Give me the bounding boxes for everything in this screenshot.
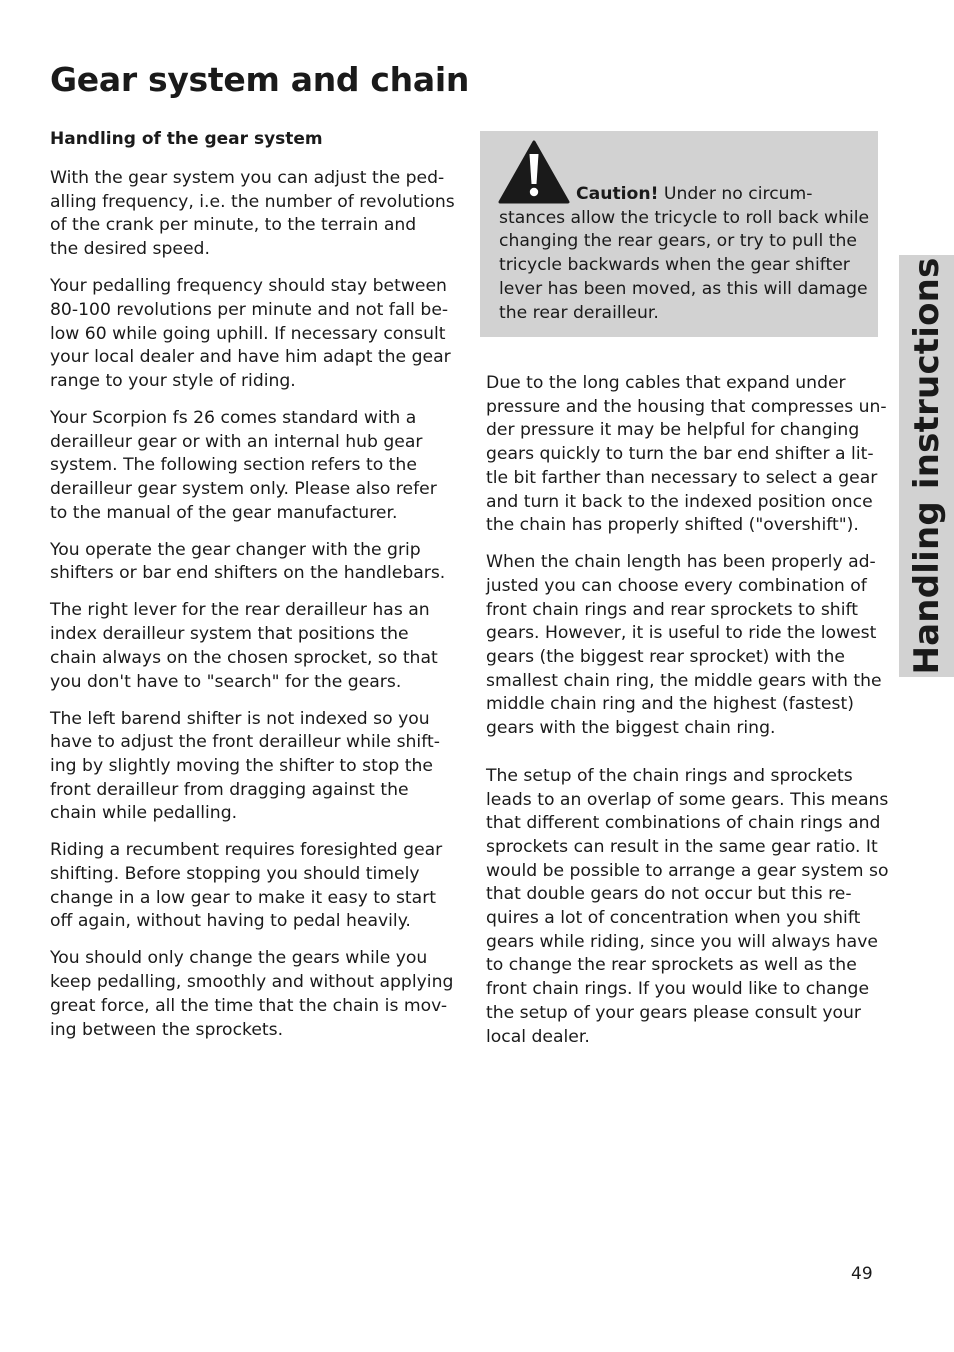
text-line: quires a lot of concentration when you shift — [486, 908, 861, 929]
paragraph — [50, 708, 450, 827]
side-tab-label: Handling instructions — [906, 257, 947, 675]
text-line: When the chain length has been properly ad- — [486, 552, 876, 573]
text-line: shifters or bar end shifters on the handlebars. — [50, 563, 446, 584]
text-line: justed you can choose every combination of — [486, 575, 867, 596]
text-line: shifting. Before stopping you should timely — [50, 864, 420, 885]
caution-label: Caution! — [576, 184, 659, 204]
paragraph — [50, 539, 450, 586]
text-line: of the crank per minute, to the terrain and — [50, 215, 417, 236]
text-line: to the manual of the gear manufacturer. — [50, 502, 398, 523]
text-line: chain while pedalling. — [50, 803, 238, 824]
text-line: change in a low gear to make it easy to start — [50, 887, 436, 908]
paragraph — [50, 947, 454, 1042]
text-line: Due to the long cables that expand under — [486, 373, 846, 393]
text-line: index derailleur system that positions the — [50, 624, 409, 645]
text-line: 80-100 revolutions per minute and not fall be- — [50, 299, 449, 320]
text-line: that double gears do not occur but this re- — [486, 884, 852, 905]
text-line: local dealer. — [486, 1026, 590, 1047]
caution-line: changing the rear gears, or try to pull the — [499, 231, 857, 252]
text-line: gears with the biggest chain ring. — [486, 718, 776, 739]
text-line: great force, all the time that the chain is mov- — [50, 995, 448, 1016]
text-line: The left barend shifter is not indexed so you — [50, 708, 430, 729]
text-line: You should only change the gears while you — [50, 948, 428, 969]
text-line: pressure and the housing that compresses un- — [486, 396, 887, 417]
text-line: the desired speed. — [50, 239, 210, 260]
paragraph — [50, 275, 450, 394]
text-line: the chain has properly shifted ("overshift"). — [486, 515, 859, 536]
caution-line: tricycle backwards when the gear shifter — [499, 255, 850, 276]
text-line: the setup of your gears please consult your — [486, 1002, 861, 1023]
text-line: derailleur gear system only. Please also refer — [50, 479, 437, 500]
text-line: Your pedalling frequency should stay between — [50, 276, 447, 297]
text-line: system. The following section refers to the — [50, 455, 417, 476]
text-line: have to adjust the front derailleur while shift- — [50, 732, 440, 753]
caution-box — [480, 131, 878, 337]
text-line: With the gear system you can adjust the ped- — [50, 168, 445, 188]
text-line: Your Scorpion fs 26 comes standard with a — [50, 407, 417, 428]
text-line: would be possible to arrange a gear system so — [486, 860, 889, 881]
text-line: you don't have to "search" for the gears. — [50, 671, 402, 692]
text-line: your local dealer and have him adapt the gear — [50, 347, 451, 368]
text-line: The setup of the chain rings and sprockets — [486, 765, 853, 786]
page-number: 49 — [851, 1264, 873, 1284]
text-line: The right lever for the rear derailleur has an — [50, 600, 430, 621]
right-column — [486, 372, 889, 1063]
text-line: derailleur gear or with an internal hub gear — [50, 431, 423, 452]
text-line: low 60 while going uphill. If necessary consult — [50, 323, 446, 344]
paragraph — [50, 407, 450, 526]
caution-line: stances allow the tricycle to roll back while — [499, 207, 870, 228]
left-column — [50, 167, 455, 1056]
caution-first-line — [499, 183, 869, 207]
text-line: tle bit farther than necessary to select a gear — [486, 467, 878, 488]
page-title: Gear system and chain — [50, 60, 470, 99]
text-line: chain always on the chosen sprocket, so that — [50, 647, 438, 668]
side-tab — [899, 255, 954, 677]
text-line: leads to an overlap of some gears. This means — [486, 789, 889, 810]
text-line: gears. However, it is useful to ride the lowest — [486, 623, 877, 644]
text-line: gears (the biggest rear sprocket) with the — [486, 647, 845, 668]
section-heading: Handling of the gear system — [50, 129, 323, 149]
text-line: sprockets can result in the same gear ratio. It — [486, 836, 878, 857]
text-line: front chain rings and rear sprockets to shift — [486, 599, 858, 620]
paragraph — [50, 167, 455, 262]
paragraph — [50, 599, 450, 694]
text-line: to change the rear sprockets as well as the — [486, 955, 857, 976]
text-line: gears while riding, since you will always have — [486, 931, 878, 952]
caution-line: the rear derailleur. — [499, 302, 659, 323]
text-line: off again, without having to pedal heavily. — [50, 911, 411, 932]
text-line: Riding a recumbent requires foresighted gear — [50, 840, 443, 861]
text-line: ing by slightly moving the shifter to stop the — [50, 755, 433, 776]
paragraph — [486, 551, 882, 741]
caution-first-line-text: Under no circum- — [658, 184, 813, 204]
text-line: range to your style of riding. — [50, 370, 296, 391]
paragraph — [486, 765, 889, 1049]
caution-line: lever has been moved, as this will damage — [499, 278, 868, 299]
caution-text — [499, 183, 869, 325]
text-line: that different combinations of chain rings and — [486, 813, 881, 834]
text-line: der pressure it may be helpful for changing — [486, 420, 860, 441]
text-line: middle chain ring and the highest (fastest) — [486, 694, 854, 715]
text-line: gears quickly to turn the bar end shifter a lit- — [486, 444, 874, 465]
text-line: and turn it back to the indexed position once — [486, 491, 873, 512]
caution-lines — [499, 207, 869, 326]
text-line: You operate the gear changer with the grip — [50, 539, 421, 560]
text-line: front derailleur from dragging against the — [50, 779, 409, 800]
text-line: front chain rings. If you would like to change — [486, 979, 870, 1000]
paragraph — [50, 839, 450, 934]
text-line: alling frequency, i.e. the number of revolutions — [50, 191, 455, 212]
text-line: keep pedalling, smoothly and without applying — [50, 972, 454, 993]
paragraph — [486, 372, 887, 538]
text-line: smallest chain ring, the middle gears with the — [486, 670, 882, 691]
text-line: ing between the sprockets. — [50, 1019, 284, 1040]
